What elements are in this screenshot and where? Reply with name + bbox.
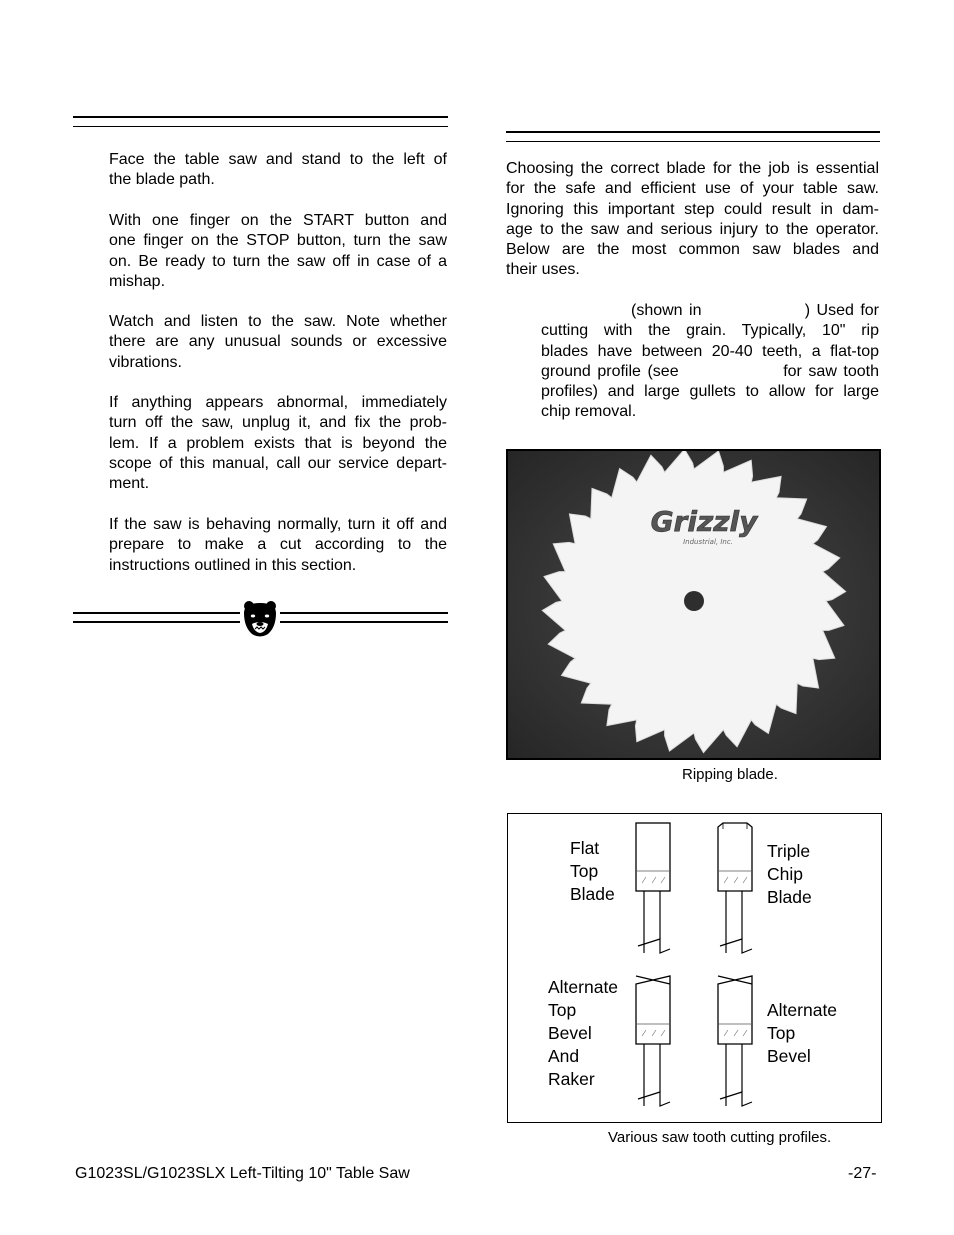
bear-logo-icon [240,599,280,639]
atb-label: Alternate Top Bevel [767,1000,838,1066]
footer-page-number: -27- [848,1165,877,1182]
right-section-rule-top [506,131,880,133]
ripping-blade-paragraph: (shown in ) Used for cutting with the grain. Typically, 10" rip blades have between 20-40 teeth, a flat-top ground profile (see for saw tooth profiles) and large gullets to allow for large chip removal. [541,302,879,421]
figure-1-caption: Ripping blade. [682,766,778,783]
blade-intro-paragraph: Choosing the correct blade for the job is essential for the safe and efficient use of your table saw. Ignoring this important step could result in dam- age to the saw and serious injury to the operator. Below are the most common saw blades and their uses. [506,160,879,279]
left-section-rule-top [73,116,448,118]
flat-top-label: Flat Top Blade [570,838,615,904]
step-paragraph-1: Face the table saw and stand to the left of the blade path. [109,151,447,189]
atb-raker-profile-icon [634,974,674,1114]
right-section-rule-bottom [506,141,880,142]
atb-raker-label: Alternate Top Bevel And Raker [548,977,619,1089]
atb-profile-icon [716,974,756,1114]
saw-blade-image [508,451,879,758]
step-paragraph-2: With one finger on the START button and one finger on the STOP button, turn the saw on. Be ready to turn the saw off in case of a mishap. [109,212,447,290]
flat-top-profile-icon [634,821,674,961]
figure-2-caption: Various saw tooth cutting profiles. [608,1129,832,1146]
triple-chip-profile-icon [716,821,756,961]
step-paragraph-4: If anything appears abnormal, immediately turn off the saw, unplug it, and fix the prob- lem. If a problem exists that is beyond the scope of this manual, call our service depart- ment. [109,394,447,493]
footer-model: G1023SL/G1023SLX Left-Tilting 10" Table Saw [75,1165,410,1182]
svg-text:Grizzly: Grizzly [650,505,758,538]
step-paragraph-5: If the saw is behaving normally, turn it off and prepare to make a cut according to the instructions outlined in this section. [109,516,447,574]
triple-chip-label: Triple Chip Blade [767,841,812,907]
svg-text:Industrial, Inc.: Industrial, Inc. [683,538,733,546]
left-section-rule-bottom [73,126,448,127]
tooth-profiles-figure [507,813,882,1123]
ripping-blade-figure [506,449,881,760]
step-paragraph-3: Watch and listen to the saw. Note whether there are any unusual sounds or excessive vibrations. [109,313,447,371]
